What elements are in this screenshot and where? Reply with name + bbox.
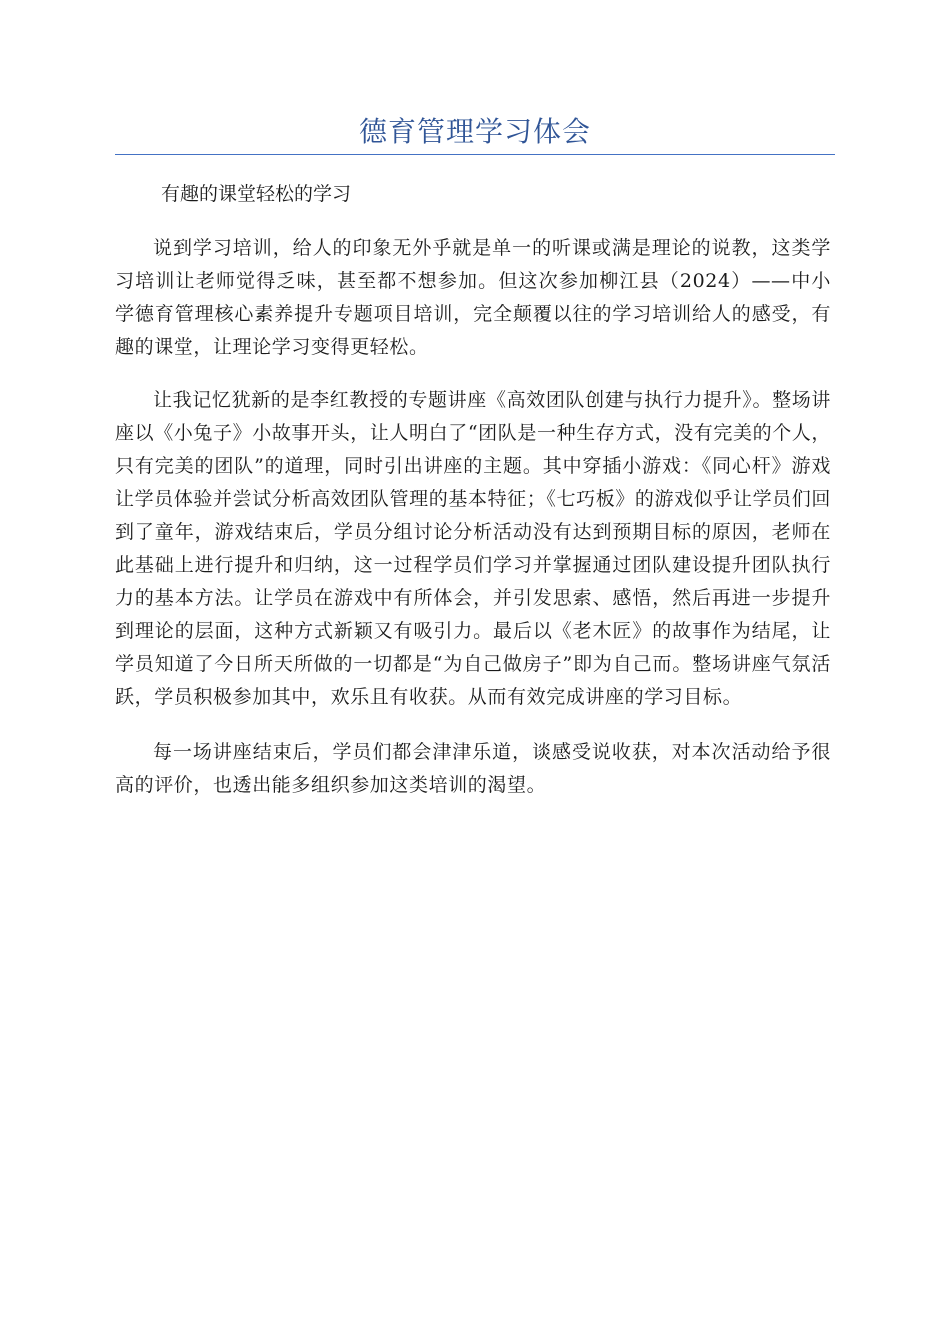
paragraph-3: 每一场讲座结束后，学员们都会津津乐道，谈感受说收获，对本次活动给予很高的评价，也透出能多组织参加这类培训的渴望。: [115, 741, 831, 796]
document-body: [115, 178, 831, 802]
document-title: 德育管理学习体会: [358, 115, 591, 148]
document-subtitle: 有趣的课堂轻松的学习: [161, 183, 352, 205]
title-underline: [115, 154, 835, 155]
paragraph-2: 让我记忆犹新的是李红教授的专题讲座《高效团队创建与执行力提升》。整场讲座以《小兔子》小故事开头，让人明白了“团队是一种生存方式，没有完美的个人，只有完美的团队”的道理，同时引出讲座的主题。其中穿插小游戏：《同心杆》游戏让学员体验并尝试分析高效团队管理的基本特征；《七巧板》的游戏似乎让学员们回到了童年，游戏结束后，学员分组讨论分析活动没有达到预期目标的原因，老师在此基础上进行提升和归纳，这一过程学员们学习并掌握通过团队建设提升团队执行力的基本方法。让学员在游戏中有所体会，并引发思索、感悟，然后再进一步提升到理论的层面，这种方式新颖又有吸引力。最后以《老木匠》的故事作为结尾，让学员知道了今日所天所做的一切都是“为自己做房子”即为自己而。整场讲座气氛活跃，学员积极参加其中，欢乐且有收获。从而有效完成讲座的学习目标。: [115, 389, 831, 708]
paragraph-1: 说到学习培训，给人的印象无外乎就是单一的听课或满是理论的说教，这类学习培训让老师觉得乏味，甚至都不想参加。但这次参加柳江县（2024）——中小学德育管理核心素养提升专题项目培训，完全颠覆以往的学习培训给人的感受，有趣的课堂，让理论学习变得更轻松。: [115, 237, 831, 358]
